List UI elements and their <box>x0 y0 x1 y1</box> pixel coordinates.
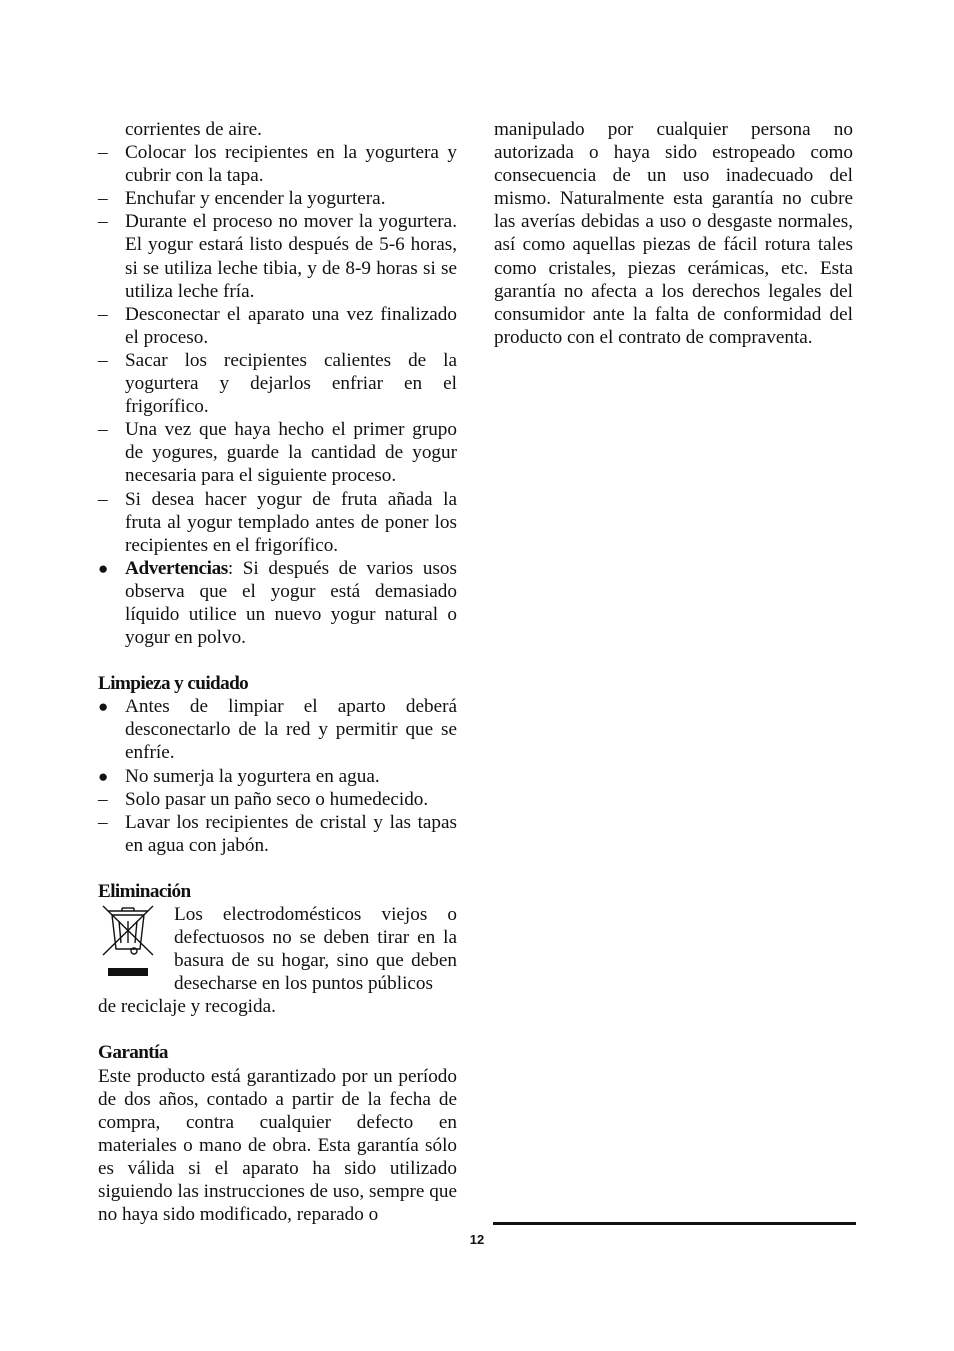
warranty-text-continued: manipulado por cualquier persona no autorizada o haya sido estropeado como consecuencia de un uso inadecuado del mismo. Naturalmente esta garantía no cubre las averías debidas a uso o desgaste normales, así como aquellas piezas de fácil rotura tales como cristales, piezas cerámicas, etc. Esta garantía no afecta a los derechos legales del consumidor ante la falta de conformidad del producto con el contrato de compraventa. <box>494 119 853 348</box>
list-item-text: Solo pasar un paño seco o humedecido. <box>125 788 429 810</box>
section-heading-disposal: Eliminación <box>98 880 191 902</box>
right-column <box>494 118 853 349</box>
list-item-text: Lavar los recipientes de cristal y las tapas en agua con jabón. <box>125 811 457 856</box>
list-item-text: Si desea hacer yogur de fruta añada la fruta al yogur templado antes de poner los recipientes en el frigorífico. <box>125 488 457 556</box>
dash-marker <box>98 488 118 511</box>
warning-item <box>98 557 457 649</box>
disposal-block <box>98 903 457 995</box>
list-item <box>98 303 457 349</box>
disposal-text-continued: de reciclaje y recogida. <box>98 996 276 1018</box>
list-item <box>98 811 457 857</box>
list-item-text: Desconectar el aparato una vez finalizado el proceso. <box>125 303 457 348</box>
list-item <box>98 488 457 557</box>
dash-marker <box>98 210 118 233</box>
list-item-text: Una vez que haya hecho el primer grupo de yogures, guarde la cantidad de yogur necesaria para el siguiente proceso. <box>125 419 457 487</box>
list-item <box>98 418 457 487</box>
dash-marker <box>98 187 118 210</box>
list-item-text: Colocar los recipientes en la yogurtera y cubrir con la tapa. <box>125 142 457 187</box>
list-item-text: corrientes de aire. <box>125 119 262 140</box>
warning-label: Advertencias <box>125 557 228 579</box>
warranty-text: Este producto está garantizado por un período de dos años, contado a partir de la fecha de compra, contra cualquier defecto en materiales o mano de obra. Esta garantía sólo es válida si el aparato ha sido utilizado siguiendo las instrucciones de uso, sempre que no haya sido modificado, reparado o <box>98 1065 457 1226</box>
dash-marker <box>98 303 118 326</box>
list-item <box>98 141 457 187</box>
left-column <box>98 118 457 1226</box>
list-item <box>98 349 457 418</box>
section-heading-cleaning: Limpieza y cuidado <box>98 673 249 695</box>
list-item-text: Enchufar y encender la yogurtera. <box>125 188 386 210</box>
page-number: 12 <box>469 1232 485 1247</box>
list-item-text: Antes de limpiar el aparto deberá desconectarlo de la red y permitir que se enfríe. <box>125 696 457 764</box>
list-item <box>98 695 457 764</box>
bullet-marker <box>98 765 118 788</box>
dash-marker <box>98 141 118 164</box>
list-item <box>98 187 457 210</box>
footer-rule <box>493 1222 856 1225</box>
disposal-text: Los electrodomésticos viejos o defectuosos no se deben tirar en la basura de su hogar, sino que deben desecharse en los puntos públicos <box>174 904 457 995</box>
list-item-text: Durante el proceso no mover la yogurtera. El yogur estará listo después de 5-6 horas, si se utiliza leche tibia, y de 8-9 horas si se utiliza leche fría. <box>125 211 457 302</box>
bullet-marker <box>98 695 118 718</box>
list-item <box>98 118 457 141</box>
list-item <box>98 210 457 302</box>
list-item <box>98 765 457 788</box>
bullet-marker <box>98 557 118 580</box>
crossed-out-wheelie-bin-icon <box>98 905 160 981</box>
list-item-text: No sumerja la yogurtera en agua. <box>125 765 380 787</box>
list-item <box>98 788 457 811</box>
list-item-text: Sacar los recipientes calientes de la yogurtera y dejarlos enfriar en el frigorífico. <box>125 349 457 418</box>
section-heading-warranty: Garantía <box>98 1042 168 1064</box>
warning-text: : Si después de varios usos observa que el yogur está demasiado líquido utilice un nuevo yogur natural o yogur en polvo. <box>125 557 457 649</box>
dash-marker <box>98 418 118 441</box>
dash-marker <box>98 811 118 834</box>
dash-marker <box>98 788 118 811</box>
dash-marker <box>98 349 118 372</box>
